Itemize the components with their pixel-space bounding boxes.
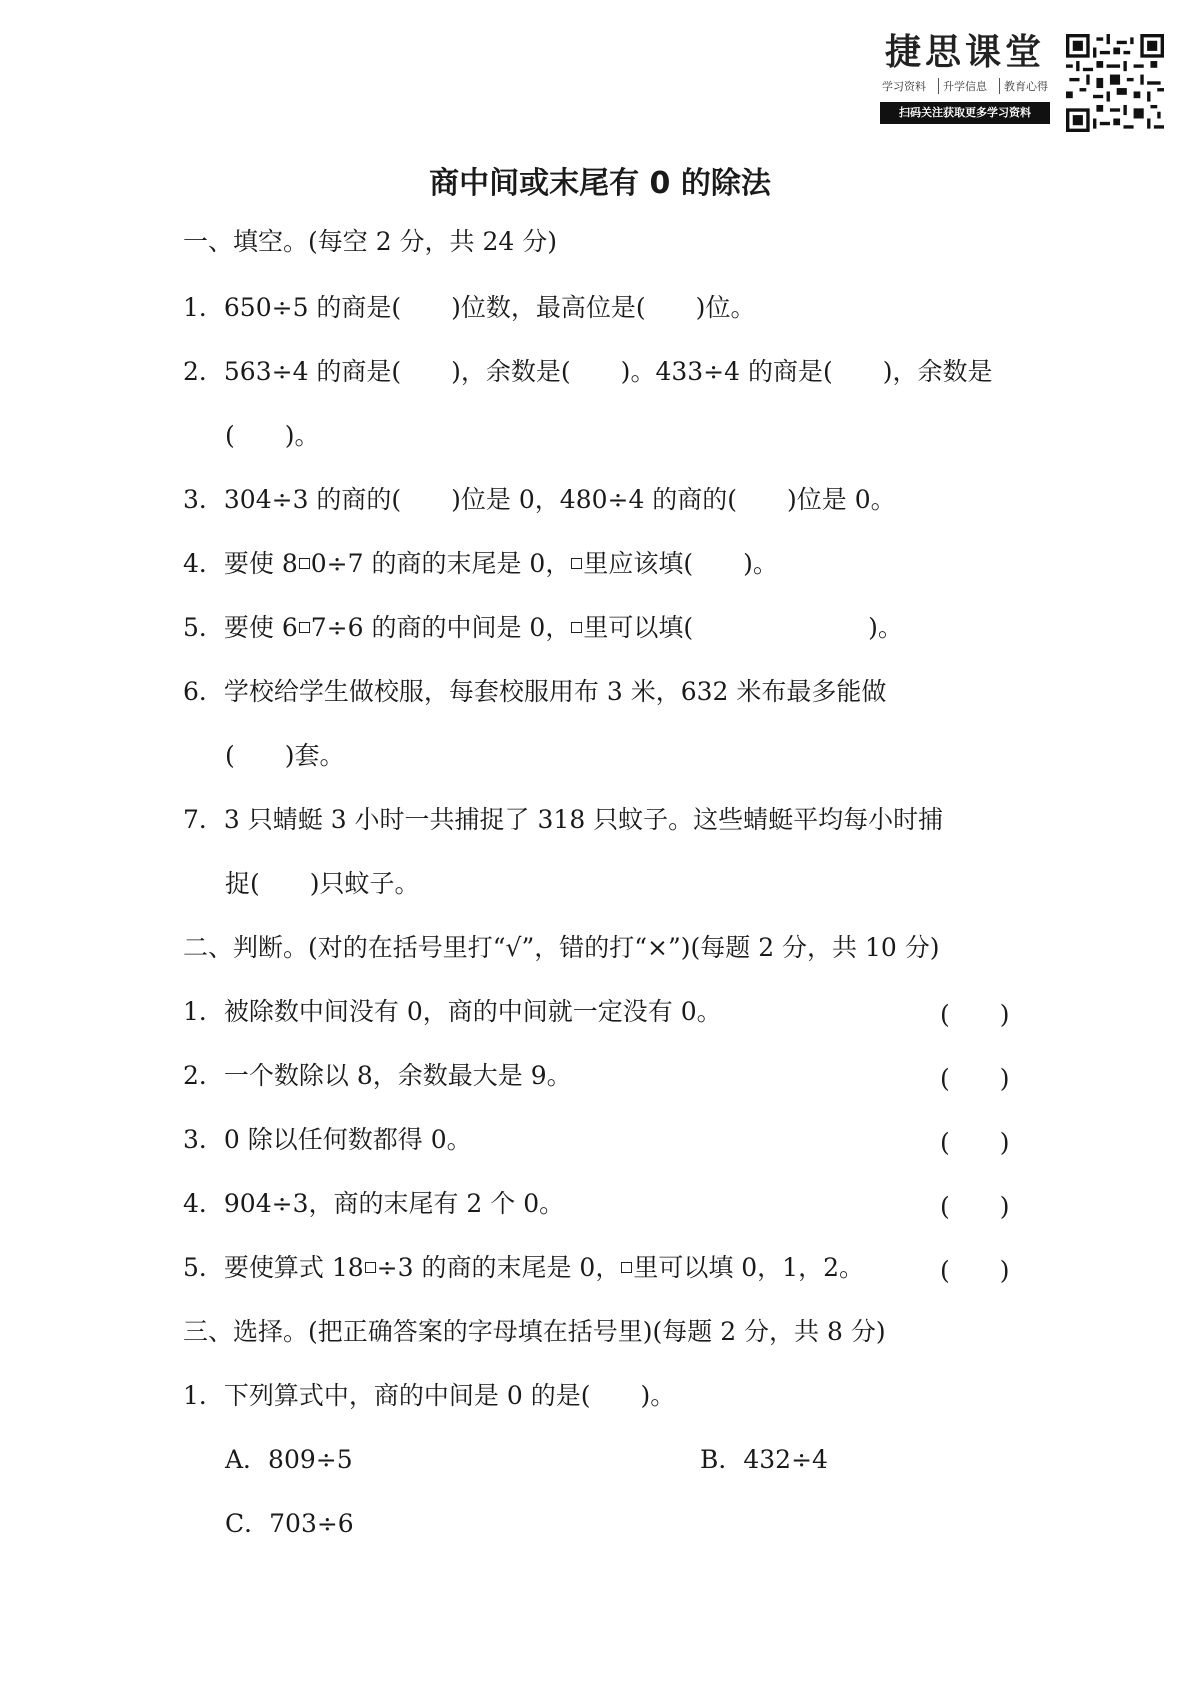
question <box>183 803 943 837</box>
question-number: 1． <box>183 1381 224 1410</box>
question-number: 4． <box>183 1189 224 1218</box>
question-text: 学校给学生做校服，每套校服用布 3 米，632 米布最多能做 <box>223 677 887 706</box>
choice-option-b: B．432÷4 <box>700 1445 828 1474</box>
question-text: 下列算式中，商的中间是 0 的是( )。 <box>223 1381 676 1410</box>
question-text: 563÷4 的商是( )，余数是( )。433÷4 的商是( )，余数是 <box>223 357 993 386</box>
question <box>183 1187 564 1221</box>
question <box>183 483 896 517</box>
question-text-part: 要使 6 <box>223 613 298 642</box>
question-text: 0 除以任何数都得 0。 <box>223 1125 472 1154</box>
question-text: 650÷5 的商是( )位数，最高位是( )位。 <box>223 293 756 322</box>
question <box>183 995 722 1029</box>
question-number: 2． <box>183 1061 224 1090</box>
section-heading-true-false: 二、判断。(对的在括号里打“√”，错的打“×”)(每题 2 分，共 10 分) <box>183 933 940 962</box>
choice-option-a: A．809÷5 <box>225 1445 353 1474</box>
question <box>183 1379 675 1413</box>
answer-bracket: ( ) <box>940 1000 1010 1029</box>
question-number: 1． <box>183 293 224 322</box>
section-heading-multiple-choice: 三、选择。(把正确答案的字母填在括号里)(每题 2 分，共 8 分) <box>183 1317 886 1346</box>
blank-box-icon <box>571 558 582 569</box>
question-text: 一个数除以 8，余数最大是 9。 <box>223 1061 572 1090</box>
qr-code-icon <box>1066 34 1164 132</box>
page-title: 商中间或末尾有 0 的除法 <box>429 166 771 201</box>
choice-option-c: C．703÷6 <box>225 1509 354 1538</box>
brand-block <box>880 30 1050 124</box>
blank-box-icon <box>299 622 310 633</box>
question-number: 1． <box>183 997 224 1026</box>
question-text-part: 里可以填 0，1，2。 <box>633 1253 864 1282</box>
question-number: 6． <box>183 677 224 706</box>
question-continuation: ( )。 <box>225 421 320 450</box>
question-text-part: ÷3 的商的末尾是 0， <box>376 1253 621 1282</box>
blank-box-icon <box>621 1262 632 1273</box>
answer-bracket: ( ) <box>940 1256 1010 1285</box>
question <box>183 675 886 709</box>
brand-tag: 教育心得 <box>999 78 1048 94</box>
question-text-part: 要使算式 18 <box>223 1253 364 1282</box>
brand-tag: 学习资料 <box>882 80 926 93</box>
question-text: 304÷3 的商的( )位是 0，480÷4 的商的( )位是 0。 <box>223 485 896 514</box>
question-text-part: 里可以填( )。 <box>583 613 903 642</box>
question-continuation: ( )套。 <box>225 741 345 770</box>
question-number: 5． <box>183 1253 224 1282</box>
question <box>183 1123 472 1157</box>
question-number: 2． <box>183 357 224 386</box>
question-number: 5． <box>183 613 224 642</box>
question <box>183 1251 864 1285</box>
question-text-part: 要使 8 <box>223 549 298 578</box>
question-number: 7． <box>183 805 224 834</box>
question-number: 4． <box>183 549 224 578</box>
answer-bracket: ( ) <box>940 1192 1010 1221</box>
answer-bracket: ( ) <box>940 1064 1010 1093</box>
question-text-part: 7÷6 的商的中间是 0， <box>310 613 571 642</box>
question <box>183 355 992 389</box>
question-continuation: 捉( )只蚊子。 <box>225 869 420 898</box>
blank-box-icon <box>299 558 310 569</box>
question <box>183 611 903 645</box>
blank-box-icon <box>571 622 582 633</box>
question-text-part: 0÷7 的商的末尾是 0， <box>310 549 571 578</box>
question-text: 被除数中间没有 0，商的中间就一定没有 0。 <box>223 997 722 1026</box>
question <box>183 291 755 325</box>
question-text-part: 里应该填( )。 <box>583 549 778 578</box>
question <box>183 1059 572 1093</box>
question-number: 3． <box>183 485 224 514</box>
brand-tag: 升学信息 <box>938 78 987 94</box>
answer-bracket: ( ) <box>940 1128 1010 1157</box>
brand-tags <box>880 78 1050 94</box>
question <box>183 547 778 581</box>
brand-name: 捷思课堂 <box>884 31 1045 73</box>
question-number: 3． <box>183 1125 224 1154</box>
question-text: 3 只蜻蜓 3 小时一共捕捉了 318 只蚊子。这些蜻蜓平均每小时捕 <box>223 805 944 834</box>
question-text: 904÷3，商的末尾有 2 个 0。 <box>223 1189 565 1218</box>
section-heading-fill-blank: 一、填空。(每空 2 分，共 24 分) <box>183 227 558 256</box>
brand-banner: 扫码关注获取更多学习资料 <box>880 102 1050 124</box>
blank-box-icon <box>365 1262 376 1273</box>
